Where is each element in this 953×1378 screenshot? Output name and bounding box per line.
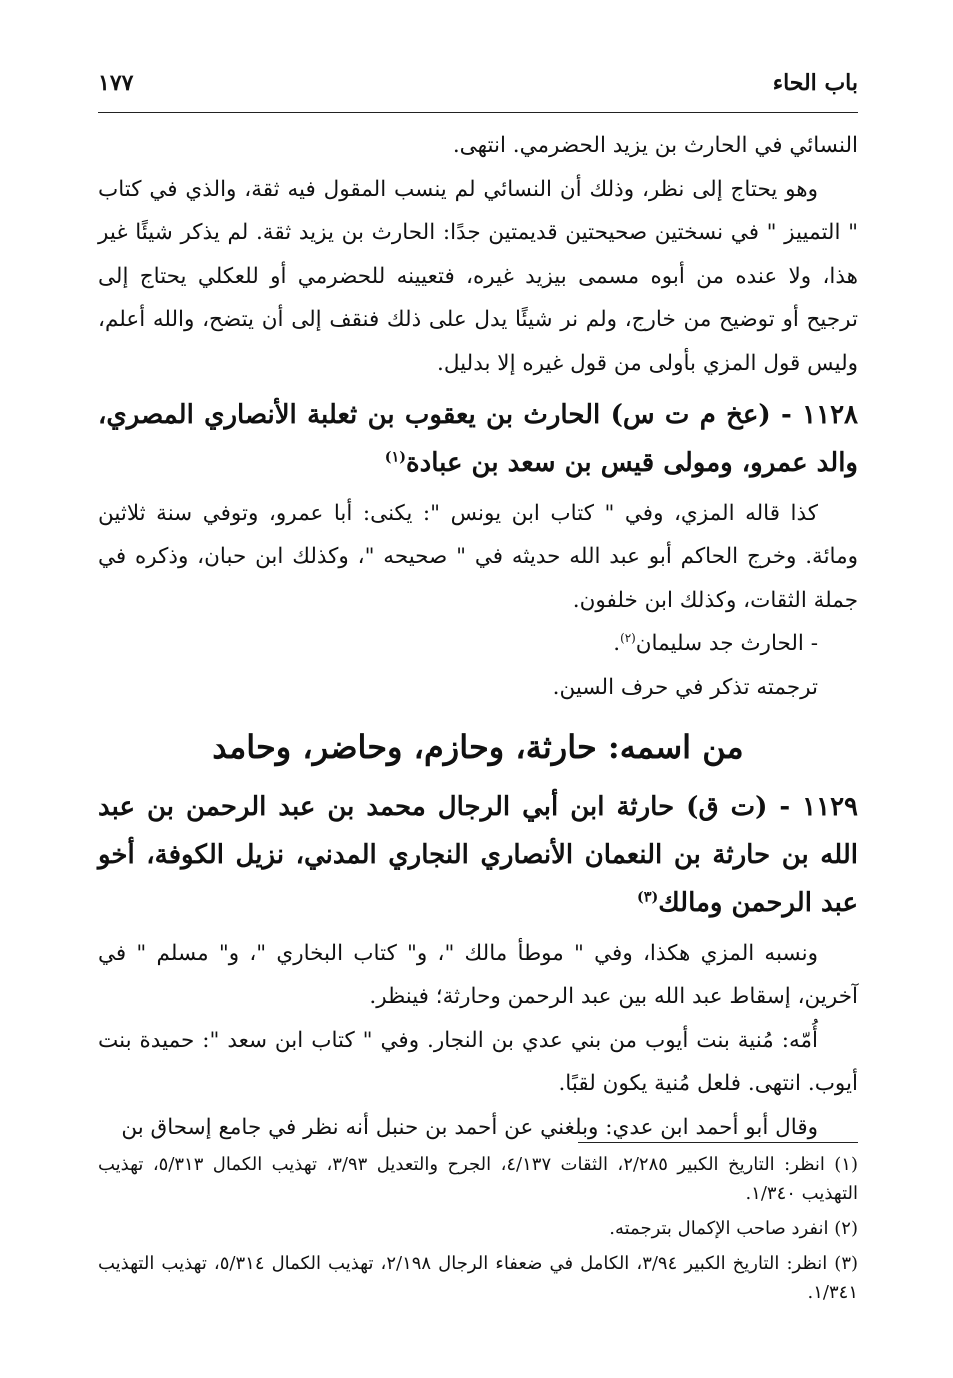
cross-reference-note: ترجمته تذكر في حرف السين. [552,674,818,700]
entry-heading-1129 [98,783,858,927]
paragraph-continuation: النسائي في الحارث بن يزيد الحضرمي. انتهى. [452,133,858,158]
footnote-rule [578,1142,858,1143]
footnote-ref-1: (١) [384,448,406,465]
paragraph-mother: أُمّه: مُنية بنت أيوب من بني عدي بن النجار. وفي " كتاب ابن سعد ": حميدة بنت أيوب. انتهى. فلعل مُنية يكون لقبًا. [98,1027,858,1097]
paragraph-entry-1128: كذا قاله المزي، وفي " كتاب ابن يونس ": يكنى: أبا عمرو، وتوفي سنة ثلاثين ومائة. وخرج الحاكم أبو عبد الله حديثه في " صحيحه "، وكذلك ابن حبان، وذكره في جملة الثقات، وكذلك ابن خلفون. [98,500,858,613]
entry-heading-text: ١١٢٨ - (عخ م ت س) الحارث بن يعقوب بن ثعلبة الأنصاري المصري، والد عمرو، ومولى قيس بن سعد بن عبادة [98,399,858,478]
footnote-2: (٢) انفرد صاحب الإكمال بترجمته. [609,1218,858,1239]
footnote-1: (١) انظر: التاريخ الكبير ٢/٢٨٥، الثقات ٤/١٣٧، الجرح والتعديل ٣/٩٣، تهذيب الكمال ٥/٣١٣، تهذيب التهذيب ١/٣٤٠. [98,1154,858,1204]
cross-reference-text: - الحارث جد سليمان [635,631,818,657]
paragraph-ibn-adi: وقال أبو أحمد ابن عدي: وبلغني عن أحمد بن حنبل أنه نظر في جامع إسحاق بن [121,1114,818,1140]
footnote-3: (٣) انظر: التاريخ الكبير ٣/٩٤، الكامل في ضعفاء الرجال ٢/١٩٨، تهذيب الكمال ٥/٣١٤، تهذيب التهذيب ١/٣٤١. [98,1253,859,1303]
page-body [98,124,858,1150]
footnote-ref-2: (٢) [620,631,636,646]
running-head: باب الحاء [772,70,858,96]
page-number: ١٧٧ [98,70,134,96]
cross-reference-item [98,622,858,666]
paragraph-commentary: وهو يحتاج إلى نظر، وذلك أن النسائي لم ينسب المقول فيه ثقة، والذي في كتاب " التمييز " في نسختين صحيحتين قديمتين جدًا: الحارث بن يزيد ثقة. لم يذكر شيئًا غير هذا، ولا عنده من أبوه مسمى بيزيد غيره، فتعيينه للحضرمي أو للعكلي يحتاج إلى ترجيح أو توضيح من خارج، ولم نر شيئًا يدل على ذلك فنقف إلى أن يتضح، والله أعلم، وليس قول المزي بأولى من قول غيره إلا بدليل. [98,176,858,376]
cross-reference-end: . [613,631,621,657]
entry-heading-1128 [98,391,858,487]
footnotes [98,1150,858,1313]
section-heading: من اسمه: حارثة، وحازم، وحاضر، وحامد [212,727,744,766]
header-rule [98,112,858,113]
entry-heading-text: ١١٢٩ - (ت ق) حارثة ابن أبي الرجال محمد بن عبد الرحمن بن عبد الله بن حارثة بن النعمان الأنصاري النجاري المدني، نزيل الكوفة، أخو عبد الرحمن ومالك [98,791,859,918]
paragraph-entry-1129: ونسبه المزي هكذا، وفي " موطأ مالك "، و" كتاب البخاري "، و" مسلم " في آخرين، إسقاط عبد الله بين عبد الرحمن وحارثة؛ فينظر. [98,940,858,1010]
footnote-ref-3: (٣) [637,888,659,905]
page-header [98,70,858,104]
